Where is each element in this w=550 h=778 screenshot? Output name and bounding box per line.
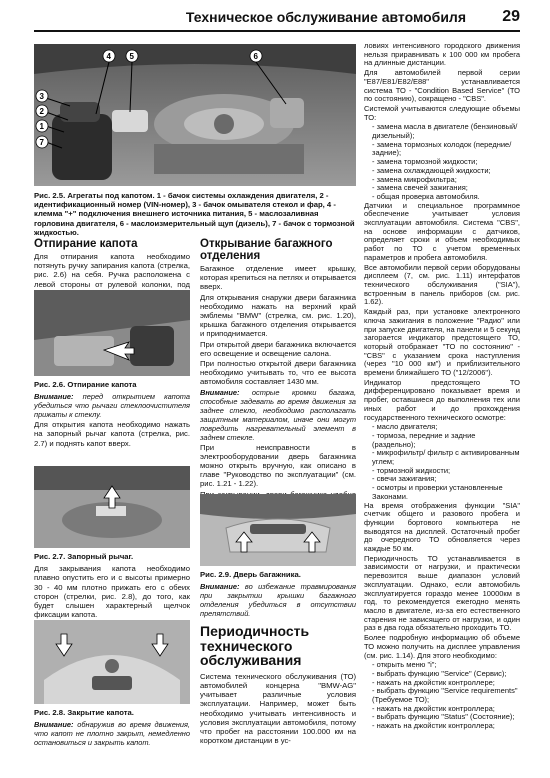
- callout-label-1: 1: [39, 122, 44, 131]
- warning-text: острые кромки багажа, способные задевать во время движения за заднее стекло, необходимо располагать защитным материалом, иначе они могут повредить нагревательный элемент в заднем стекле.: [200, 387, 356, 442]
- figure-caption: Рис. 2.9. Дверь багажника.: [200, 570, 301, 579]
- menu-steps-list: [364, 661, 520, 731]
- engine-bay-drawing: [34, 44, 356, 186]
- paragraph: Датчики и специальное программное обеспечение учитывает условия эксплуатации автомобиля. Система "CBS", на основе информации с датчиков, определяет сроки и объем необходимых работ по ТО с учетом временных параметров и пробега автомобиля.: [364, 200, 520, 262]
- figure-caption: Рис. 2.5. Агрегаты под капотом. 1 - бачок системы охлаждения двигателя, 2 - идентификационный номер (VIN-номер), 3 - бачок омывателя стекол и фар, 4 - клемма "+" подключения внешнего источника питания, 5 - маслозаливная горловина двигателя, 6 - маслоизмерительный щуп (дизель), 7 - бачок с тормозной жидкостью.: [34, 191, 355, 237]
- paragraph: Системой учитываются следующие объемы ТО:: [364, 103, 520, 122]
- paragraph: При открытой двери багажника включается его освещение и освещение салона.: [200, 339, 356, 358]
- column-1c: [34, 550, 190, 620]
- indicator-items-list: [364, 423, 520, 501]
- running-title: Техническое обслуживание автомобиля: [185, 9, 466, 25]
- paragraph: На время отображения функции "SIA" счетчик общего и разового пробега и функции бортового компьютера не выводятся на дисплей. Остаточный пробег до очередного ТО обновляется через каждые 50 км.: [364, 500, 520, 554]
- paragraph: Для открывания снаружи двери багажника необходимо нажать на верхний край эмблемы "BMW" (стрелка, см. рис. 1.20), крышка багажного отделения открывается и приподнимается.: [200, 292, 356, 339]
- closing-hood-photo: [34, 620, 190, 704]
- list-item: - замена масла в двигателе (бензиновый/дизельный);: [372, 122, 518, 141]
- callout-label-6: 6: [253, 52, 258, 61]
- page-header: [34, 6, 520, 32]
- paragraph: Все автомобили первой серии оборудованы дисплеем (7, см. рис. 1.11) интерфатов технического обслуживания ("SIA"), встроенным в панель приборов (см. рис. 1.62).: [364, 262, 520, 307]
- paragraph: Каждый раз, при установке электронного ключа зажигания в положение "Радио" или при запуске двигателя, на панели и 5 секунд загорается индикатор предстоящего ТО, который отображает "ТО по состоянию" - "CBS" с указанием срока наступления (через "10 000 км") и приблизительного времени ближайшего ТО ("12/2006").: [364, 307, 520, 378]
- warning-text: во избежание травмирования при закрытии крышки багажного отделения убедиться в отсутствии препятствий.: [200, 582, 356, 619]
- list-item: - общая проверка автомобиля.: [372, 191, 480, 201]
- warning-text: перед открытием капота убедиться что рычаги стеклоочистителя прижаты к стеклу.: [34, 392, 190, 420]
- list-item: - открыть меню "i";: [372, 660, 437, 670]
- paragraph: При неисправности в электрооборудовании дверь багажника можно открыть вручную, как описано в главе "Руководство по эксплуатации" (см. рис. 1.21 - 1.22).: [200, 442, 356, 489]
- paragraph: Периодичность ТО устанавливается в зависимости от нагрузки, и практически перевозится выше диапазон условий эксплуатации. Однако, если автомобиль эксплуатируется гораздо менее 10000км в год, то рекомендуется ежегодно менять масло в двигателе, из-за его естественного старения не зависящего от нагрузки, и один раз в два года обязательно проходить ТО.: [364, 553, 520, 633]
- page-number: 29: [502, 8, 520, 25]
- engine-bay-photo: [34, 44, 356, 186]
- list-item: - выбрать функцию "Service requirements" (Требуемое ТО);: [372, 686, 518, 705]
- callout-label-4: 4: [106, 52, 111, 61]
- list-item: - выбрать функцию "Service" (Сервис);: [372, 668, 507, 678]
- warning-label: Внимание:: [34, 392, 74, 402]
- latch-lever-photo: [34, 466, 190, 548]
- list-item: - замена свечей зажигания;: [372, 183, 468, 193]
- hood-release-photo: [34, 290, 190, 376]
- list-item: - масло двигателя;: [372, 422, 438, 432]
- paragraph: Система технического обслуживания (ТО) автомобилей концерна "BMW-AG" учитывает различные условия эксплуатации. Например, может быть необходимо учитывать интенсивность и условия эксплуатации автомобиля, потому что пробег на расстоянии 100.000 км на коротком дистанции в ус-: [200, 671, 356, 746]
- list-item: - нажать на джойстик контроллере;: [372, 677, 495, 687]
- callout-label-2: 2: [39, 107, 44, 116]
- list-item: - свечи зажигания;: [372, 474, 437, 484]
- figure-caption: Рис. 2.8. Закрытие капота.: [34, 708, 134, 717]
- paragraph: Багажное отделение имеет крышку, которая крепиться на петлях и открывается вверх.: [200, 264, 356, 292]
- figure-caption: Рис. 2.7. Запорный рычаг.: [34, 552, 134, 561]
- paragraph: ловиях интенсивного городского движения нельзя приравнивать к 100 000 км пробега на длинные дистанции.: [364, 41, 520, 68]
- column-1b: [34, 378, 190, 449]
- column-1d: [34, 706, 190, 748]
- list-item: - нажать на джойстик контроллера;: [372, 703, 495, 713]
- trunk-lid-photo: [200, 494, 356, 566]
- list-item: - замена тормозной жидкости;: [372, 157, 478, 167]
- paragraph: Для открытия капота необходимо нажать на запорный рычаг капота (стрелка, рис. 2.7) и поднять капот вверх.: [34, 420, 190, 448]
- warning-label: Внимание:: [200, 582, 240, 592]
- list-item: - осмотры и проверки установленные Законами.: [372, 483, 503, 501]
- list-item: - нажать на джойстик контроллера;: [372, 721, 495, 731]
- list-item: - выбрать функцию "Status" (Состояние);: [372, 712, 515, 722]
- paragraph: Для отпирания капота необходимо потянуть ручку запирания капота (стрелка, рис. 2.6) на себя. Ручка расположена с левой стороны от рулевой колонки, под: [34, 252, 190, 289]
- callout-label-7: 7: [39, 138, 44, 147]
- paragraph: Индикатор предстоящего ТО дифференцировано показывает время и пробег, оставшиеся до выполнения тех или иных работ и до прохождения государственного технического осмотре:: [364, 377, 520, 422]
- paragraph: Для автомобилей первой серии "E87/E81/E82/E88" устанавливается система ТО - "Condition Based Service" (ТО по состоянию), сокращено - "CBS".: [364, 68, 520, 104]
- section-heading-trunk: Открывание багажного отделения: [200, 238, 333, 262]
- service-items-list: [364, 123, 520, 201]
- list-item: - тормоза, передние и задние (раздельно);: [372, 430, 476, 449]
- callout-label-5: 5: [129, 52, 134, 61]
- list-item: - замена охлаждающей жидкости;: [372, 165, 491, 175]
- paragraph: При полностью открытой двери багажника необходимо учитывать то, что ее высота автомобиля составляет 1430 мм.: [200, 359, 356, 387]
- list-item: - замена тормозных колодок (передние/задние);: [372, 139, 512, 158]
- callout-label-3: 3: [39, 92, 44, 101]
- list-item: - тормозной жидкости;: [372, 465, 451, 475]
- paragraph: Для закрывания капота необходимо плавно опустить его и с высоты примерно 30 - 40 мм плотно прижать его с обеих сторон (стрелки, рис. 2.8), до того, как будет слышен характерный щелчок фиксации капота.: [34, 564, 190, 620]
- section-heading-service: Периодичность технического обслуживания: [200, 623, 310, 669]
- list-item: - микрофильтр/ фильтр с активированным углем;: [372, 448, 520, 467]
- list-item: - замена микрофильтра;: [372, 174, 457, 184]
- figure-caption: Рис. 2.6. Отпирание капота: [34, 380, 137, 389]
- paragraph: Более подробную информацию об объеме ТО можно получить на дисплее управления (см. рис. 1.14). Для этого необходимо:: [364, 633, 520, 660]
- column-3: [364, 42, 520, 731]
- warning-text: обнаружив во время движения, что капот не плотно закрыт, немедленно остановиться и закрыть капот.: [34, 720, 190, 748]
- fig25-caption-block: [34, 189, 356, 240]
- warning-label: Внимание:: [34, 720, 74, 730]
- column-2b: [200, 568, 356, 746]
- section-heading-hood: Отпирание капота: [34, 238, 138, 250]
- warning-label: Внимание:: [200, 387, 240, 397]
